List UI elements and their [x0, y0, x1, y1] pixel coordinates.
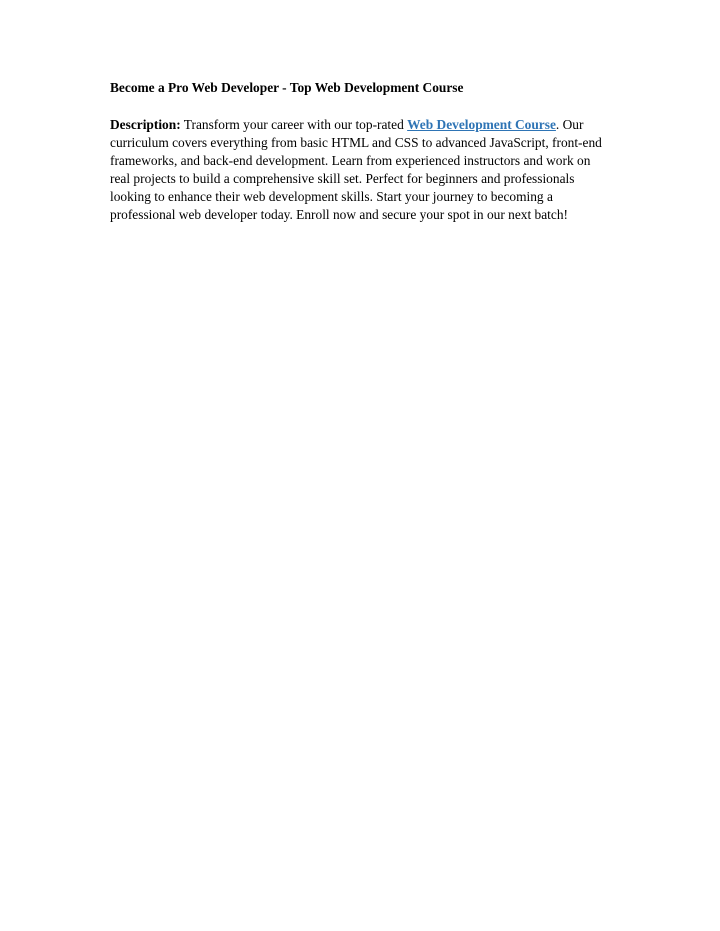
description-line-4: real projects to build a comprehensive skill set. Perfect for beginners and professionals: [110, 171, 575, 186]
description-line-2: curriculum covers everything from basic HTML and CSS to advanced JavaScript, front-end: [110, 135, 602, 150]
description-line-1: [110, 116, 610, 134]
description-label: Description:: [110, 117, 181, 132]
document-title: Become a Pro Web Developer - Top Web Development Course: [110, 80, 464, 95]
description-line-5: looking to enhance their web development skills. Start your journey to becoming a: [110, 189, 553, 204]
description-text-continued: . Our: [555, 117, 584, 132]
description-line-6: professional web developer today. Enroll now and secure your spot in our next batch!: [110, 207, 569, 222]
description-paragraph: [110, 116, 610, 224]
description-text-intro: Transform your career with our top-rated: [180, 117, 408, 132]
description-line-3: frameworks, and back-end development. Learn from experienced instructors and work on: [110, 153, 591, 168]
document-page: [110, 79, 610, 224]
web-development-course-link[interactable]: Web Development Course: [407, 117, 556, 132]
